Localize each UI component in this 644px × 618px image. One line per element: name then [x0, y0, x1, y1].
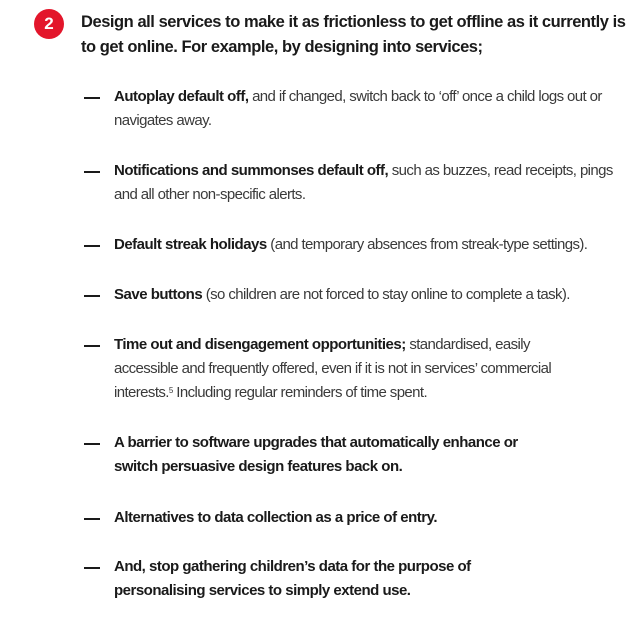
list-item: [84, 506, 629, 530]
list-item-rest: standardised, easily accessible and frequently offered, even if it is not in services’ commercial interests.: [114, 336, 552, 401]
list-item-bold: Save buttons: [114, 286, 203, 303]
list-item-bold: And, stop gathering children’s data for the purpose of personalising services to simply extend use.: [114, 558, 471, 599]
dash-bullet: [84, 295, 100, 297]
list-item-rest: and if changed, switch back to ‘off’ once a child logs out or navigates away.: [114, 88, 602, 129]
footnote-marker: 5: [168, 386, 173, 395]
dash-bullet: [84, 518, 100, 520]
list-item-text: [114, 506, 629, 530]
list-item-bold: Autoplay default off,: [114, 88, 249, 105]
list-item: [84, 233, 629, 257]
list-item-text: [114, 283, 629, 307]
list-item-rest: (and temporary absences from streak-type settings).: [266, 236, 588, 253]
list-item-rest: such as buzzes, read receipts, pings and all other non-specific alerts.: [114, 162, 613, 203]
list-item: [84, 159, 629, 207]
list-item-rest: (so children are not forced to stay online to complete a task).: [202, 286, 570, 303]
list-item: [84, 283, 629, 307]
list-item-bold: Notifications and summonses default off,: [114, 162, 389, 179]
list-item-rest-continued: Including regular reminders of time spent.: [172, 384, 428, 401]
dash-bullet: [84, 345, 100, 347]
list-item-text: [114, 159, 629, 207]
dash-bullet: [84, 567, 100, 569]
section-heading: Design all services to make it as frictionless to get offline as it currently is to get online. For example, by designing into services;: [81, 13, 626, 56]
list-item: [84, 431, 554, 479]
list-item-text: [114, 85, 614, 133]
list-item-bold: Default streak holidays: [114, 236, 267, 253]
list-item-bold: Alternatives to data collection as a price of entry.: [114, 509, 437, 526]
list-item-bold: A barrier to software upgrades that automatically enhance or switch persuasive design features back on.: [114, 434, 518, 475]
list-item-text: [114, 431, 554, 479]
list-item-text: [114, 333, 554, 405]
section-number: 2: [44, 14, 54, 33]
list-item-bold: Time out and disengagement opportunities;: [114, 336, 406, 353]
list-item-text: [114, 555, 504, 603]
list-item: [84, 85, 614, 133]
list-item: [84, 333, 554, 405]
dash-bullet: [84, 171, 100, 173]
list-item: [84, 555, 504, 603]
dash-bullet: [84, 443, 100, 445]
list-item-text: [114, 233, 629, 257]
dash-bullet: [84, 97, 100, 99]
dash-bullet: [84, 245, 100, 247]
